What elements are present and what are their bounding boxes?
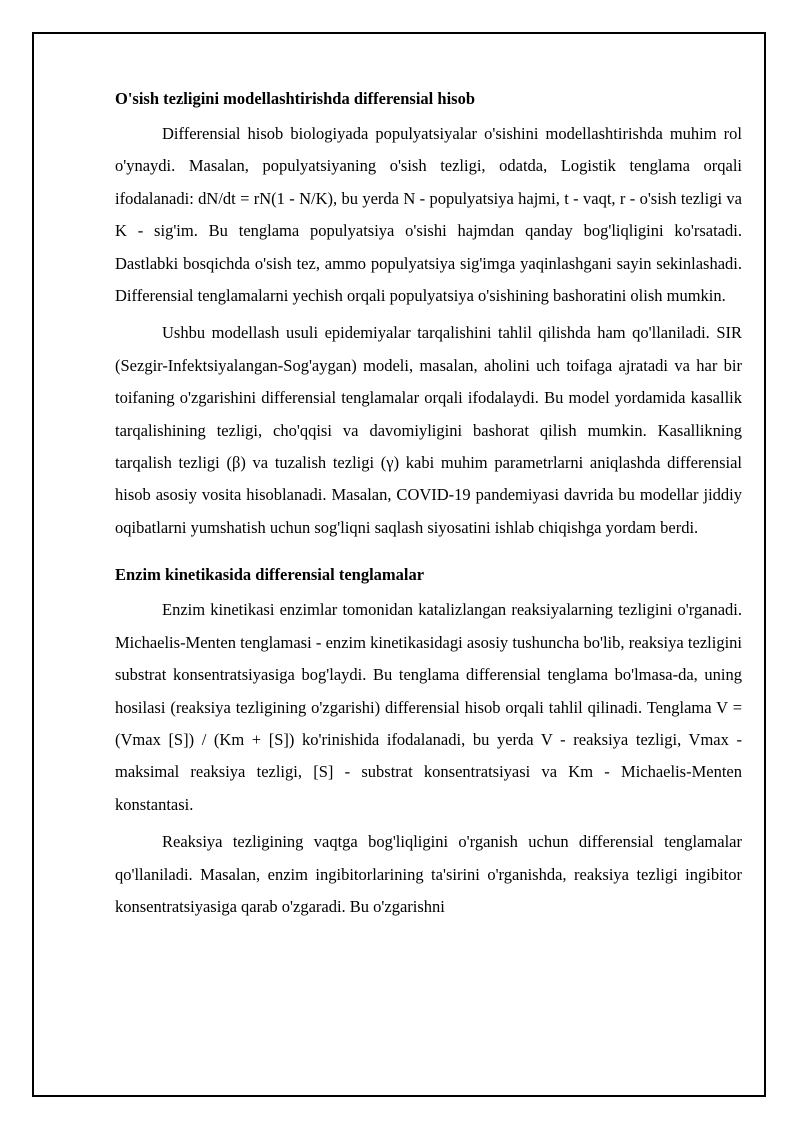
paragraph-michaelis-menten: Enzim kinetikasi enzimlar tomonidan katalizlangan reaksiyalarning tezligini o'rganadi. Michaelis-Menten tenglamasi - enzim kinetikasidagi asosiy tushuncha bo'lib, reaksiya tezligini substrat konsentratsiyasiga bog'laydi. Bu tenglama differensial tenglama bo'lmasa-da, uning hosilasi (reaksiya tezligining o'zgarishi) differensial hisob orqali tahlil qilinadi. Tenglama V = (Vmax [S]) / (Km + [S]) ko'rinishida ifodalanadi, bu yerda V - reaksiya tezligi, Vmax - maksimal reaksiya tezligi, [S] - substrat konsentratsiyasi va Km - Michaelis-Menten konstantasi. (115, 600, 742, 814)
section-heading-growth-modelling: O'sish tezligini modellashtirishda differensial hisob (115, 89, 475, 108)
section-heading-enzyme-kinetics: Enzim kinetikasida differensial tenglamalar (115, 565, 425, 585)
paragraph-reaction-rate-time: Reaksiya tezligining vaqtga bog'liqligini o'rganish uchun differensial tenglamalar qo'llaniladi. Masalan, enzim ingibitorlarining ta'sirini o'rganishda, reaksiya tezligi ingibitor konsentratsiyasiga qarab o'zgaradi. Bu o'zgarishni (115, 832, 742, 916)
paragraph-population-growth: Differensial hisob biologiyada populyatsiyalar o'sishini modellashtirishda muhim rol o'ynaydi. Masalan, populyatsiyaning o'sish tezligi, odatda, Logistik tenglama orqali ifodalanadi: dN/dt = rN(1 - N/K), bu yerda N - populyatsiya hajmi, t - vaqt, r - o'sish tezligi va K - sig'im. Bu tenglama populyatsiya o'sishi hajmdan qanday bog'liqligini ko'rsatadi. Dastlabki bosqichda o'sish tez, ammo populyatsiya sig'imga yaqinlashgani sayin sekinlashadi. Differensial tenglamalarni yechish orqali populyatsiya o'sishining bashoratini olish mumkin. (115, 124, 742, 306)
paragraph-epidemic-modelling: Ushbu modellash usuli epidemiyalar tarqalishini tahlil qilishda ham qo'llaniladi. SIR (Sezgir-Infektsiyalangan-Sog'aygan) modeli, masalan, aholini uch toifaga ajratadi va har bir toifaning o'zgarishini differensial tenglamalar orqali ifodalaydi. Bu model yordamida kasallik tarqalishining tezligi, cho'qqisi va davomiyligini bashorat qilish mumkin. Kasallikning tarqalish tezligi (β) va tuzalish tezligi (γ) kabi muhim parametrlarni aniqlashda differensial hisob asosiy vosita hisoblanadi. Masalan, COVID-19 pandemiyasi davrida bu modellar jiddiy oqibatlarni yumshatish uchun sog'liqni saqlash siyosatini ishlab chiqishga yordam berdi. (115, 323, 742, 537)
document-body (115, 86, 742, 923)
